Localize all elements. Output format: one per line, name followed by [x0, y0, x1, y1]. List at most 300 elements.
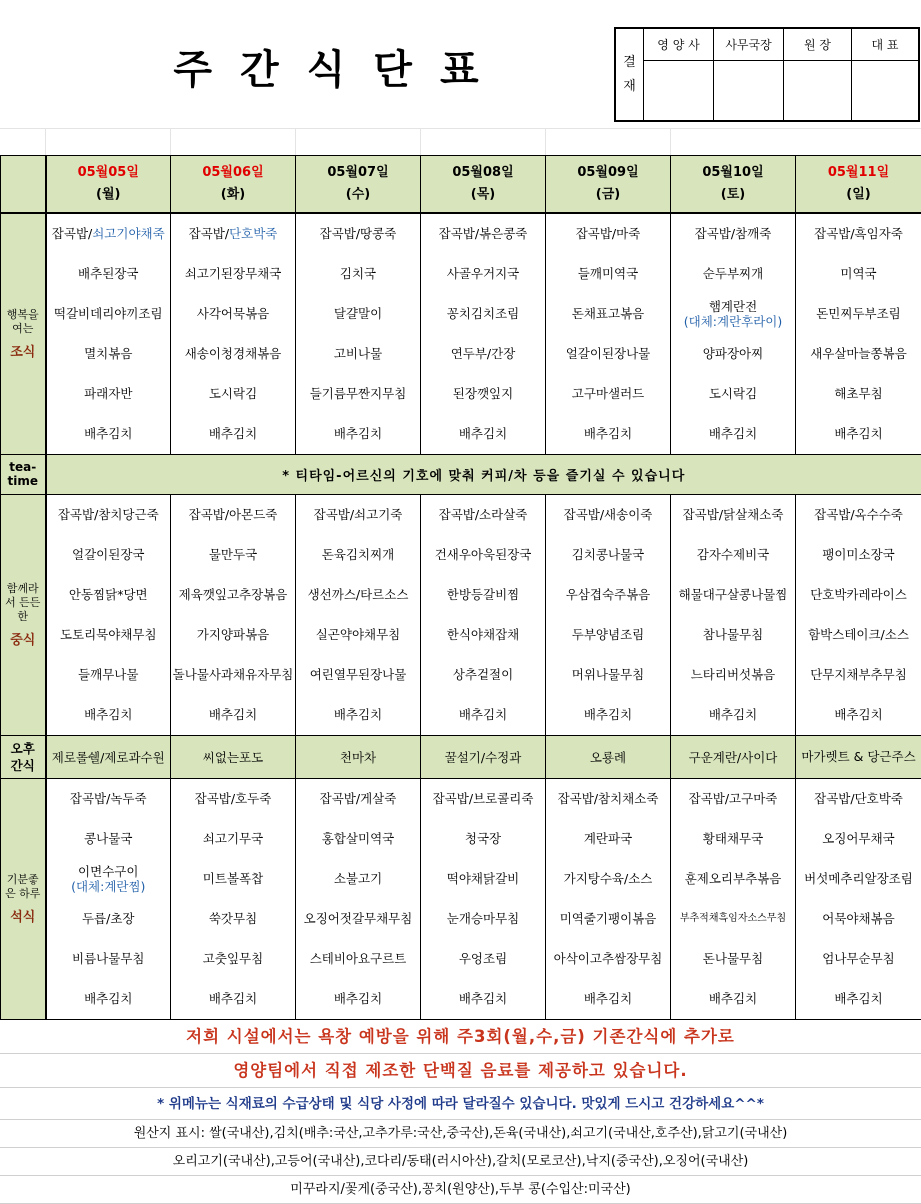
menu-item-text: 계란파국	[584, 831, 632, 846]
menu-item	[173, 979, 293, 1019]
day-header	[171, 156, 296, 213]
menu-item-text: 배추김치	[459, 991, 507, 1006]
menu-item	[798, 859, 919, 899]
menu-item	[673, 254, 793, 294]
day-of-week: (목)	[423, 184, 543, 206]
menu-item: 배추김치	[173, 695, 293, 735]
menu-item	[798, 254, 919, 294]
menu-item	[673, 819, 793, 859]
menu-item-text: 배추김치	[584, 426, 632, 441]
menu-item	[798, 214, 919, 254]
menu-item-text: 해초무침	[834, 386, 882, 401]
menu-item	[49, 374, 169, 414]
menu-item	[173, 254, 293, 294]
menu-item-substitute: (대체:계란찜)	[71, 879, 145, 894]
dinner-menu-list	[798, 779, 919, 1019]
menu-item	[673, 414, 793, 454]
menu-item-text: 돈나물무침	[703, 951, 763, 966]
menu-item-text: 잡곡밥/마죽	[576, 226, 641, 241]
menu-item-text: 아삭이고추쌈장무침	[554, 951, 663, 966]
menu-item	[548, 414, 668, 454]
menu-item-text: 홍합살미역국	[322, 831, 394, 846]
menu-item-text: 떡야채닭갈비	[447, 871, 519, 886]
day-of-week: (일)	[798, 184, 919, 206]
menu-item: 잡곡밥/닭살채소죽	[673, 495, 793, 535]
menu-item-text: 미트볼폭찹	[203, 871, 263, 886]
menu-item: 우삼겹숙주볶음	[548, 575, 668, 615]
approval-side-label-1: 결	[623, 51, 636, 75]
menu-item	[673, 899, 793, 939]
menu-item	[423, 819, 543, 859]
menu-item	[548, 254, 668, 294]
menu-item	[49, 819, 169, 859]
menu-item	[548, 374, 668, 414]
teatime-label: tea-time	[1, 454, 46, 494]
menu-item	[548, 334, 668, 374]
menu-item-text: 황태채무국	[703, 831, 763, 846]
snack-item: 제로롤쉘/제로과수원	[46, 735, 171, 778]
menu-item-text: 도시락김	[709, 386, 757, 401]
menu-item: 배추김치	[298, 695, 418, 735]
menu-item-text: 멸치볶음	[84, 346, 132, 361]
breakfast-menu-list	[49, 214, 169, 454]
menu-item	[548, 859, 668, 899]
lunch-menu-list	[49, 495, 169, 735]
breakfast-day-cell	[296, 213, 421, 455]
menu-item	[423, 779, 543, 819]
menu-item: 배추김치	[673, 695, 793, 735]
day-header	[671, 156, 796, 213]
origin-line-3: 미꾸라지/꽃게(중국산),꽁치(원양산),두부 콩(수입산:미국산)	[0, 1176, 921, 1204]
breakfast-menu-list	[798, 214, 919, 454]
snack-item: 씨없는포도	[171, 735, 296, 778]
approval-head-ceo: 대 표	[852, 29, 918, 61]
menu-item: 느타리버섯볶음	[673, 655, 793, 695]
day-date: 05월07일	[298, 162, 418, 184]
menu-item-text: 잡곡밥/참깨죽	[695, 226, 772, 241]
menu-item: 도토리묵야채무침	[49, 615, 169, 655]
menu-item: 해물대구살콩나물찜	[673, 575, 793, 615]
origin-line-2: 오리고기(국내산),고등어(국내산),코다리/동태(러시아산),갈치(모로코산),낙지(중국산),오징어(국내산)	[0, 1148, 921, 1176]
menu-item	[298, 254, 418, 294]
breakfast-day-cell	[796, 213, 921, 455]
menu-item	[298, 334, 418, 374]
menu-item	[548, 779, 668, 819]
menu-item	[798, 334, 919, 374]
menu-item	[423, 859, 543, 899]
menu-item	[423, 374, 543, 414]
menu-item	[173, 939, 293, 979]
lunch-label	[1, 494, 46, 735]
day-date: 05월05일	[49, 162, 169, 184]
lunch-day-cell	[796, 494, 921, 735]
menu-item-text: 잡곡밥/브로콜리죽	[433, 791, 534, 806]
menu-item-text: 쇠고기무국	[203, 831, 263, 846]
menu-item	[173, 374, 293, 414]
menu-item: 팽이미소장국	[798, 535, 919, 575]
menu-item	[798, 374, 919, 414]
menu-item	[423, 899, 543, 939]
menu-item	[798, 414, 919, 454]
day-of-week: (수)	[298, 184, 418, 206]
menu-item-text: 청국장	[465, 831, 501, 846]
menu-item	[673, 294, 793, 334]
breakfast-day-cell	[546, 213, 671, 455]
menu-change-notice: * 위메뉴는 식재료의 수급상태 및 식당 사정에 따라 달라질수 있습니다. 맛있게 드시고 건강하세요^^*	[0, 1088, 921, 1120]
menu-item-text: 고비나물	[334, 346, 382, 361]
breakfast-menu-list	[548, 214, 668, 454]
menu-item: 건새우아욱된장국	[423, 535, 543, 575]
day-date: 05월09일	[548, 162, 668, 184]
menu-item	[423, 939, 543, 979]
menu-item-text: 이면수구이	[78, 864, 138, 879]
menu-item: 잡곡밥/아몬드죽	[173, 495, 293, 535]
menu-item-text: 배추김치	[834, 991, 882, 1006]
breakfast-day-cell	[171, 213, 296, 455]
menu-item-text: 사골우거지국	[447, 266, 519, 281]
menu-item-text: 잡곡밥/녹두죽	[70, 791, 147, 806]
menu-item	[49, 254, 169, 294]
snack-item: 천마차	[296, 735, 421, 778]
menu-item-text: 배추김치	[584, 991, 632, 1006]
lunch-label-meal: 중식	[3, 634, 43, 648]
menu-item	[673, 214, 793, 254]
day-date: 05월08일	[423, 162, 543, 184]
menu-item-text: 쇠고기된장무채국	[185, 266, 282, 281]
menu-item: 물만두국	[173, 535, 293, 575]
breakfast-menu-list	[673, 214, 793, 454]
menu-item-text: 엄나무순무침	[822, 951, 894, 966]
menu-item: 돌나물사과채유자무침	[173, 655, 293, 695]
snack-item: 마가렛트 & 당근주스	[796, 735, 921, 778]
menu-item: 생선까스/타르소스	[298, 575, 418, 615]
menu-item-text: 스테비아요구르트	[310, 951, 407, 966]
menu-item: 한식야채잡채	[423, 615, 543, 655]
menu-item	[298, 214, 418, 254]
menu-item	[798, 899, 919, 939]
menu-item: 배추김치	[49, 695, 169, 735]
menu-item: 김치콩나물국	[548, 535, 668, 575]
menu-item-text: 소불고기	[334, 871, 382, 886]
approval-sign-cell[interactable]	[852, 61, 918, 120]
corner-cell	[1, 156, 46, 213]
menu-item	[548, 899, 668, 939]
lunch-day-cell	[671, 494, 796, 735]
menu-item	[673, 859, 793, 899]
day-header	[296, 156, 421, 213]
day-header	[546, 156, 671, 213]
menu-item-text: 새우살마늘쫑볶음	[810, 346, 907, 361]
menu-item: 얼갈이된장국	[49, 535, 169, 575]
approval-head-office-director: 사무국장	[714, 29, 784, 61]
snack-row	[1, 735, 921, 778]
menu-item: 제육깻잎고추장볶음	[173, 575, 293, 615]
lunch-day-cell	[296, 494, 421, 735]
lunch-day-cell	[546, 494, 671, 735]
menu-item-text: 돈채표고볶음	[572, 306, 644, 321]
menu-item: 머위나물무침	[548, 655, 668, 695]
menu-item	[173, 334, 293, 374]
notes-section	[0, 1020, 921, 1204]
menu-item-text: 꽁치김치조림	[447, 306, 519, 321]
menu-item	[423, 294, 543, 334]
menu-item-text: 잡곡밥/고구마죽	[689, 791, 778, 806]
menu-item	[49, 859, 169, 899]
menu-item-text: 잡곡밥/	[52, 226, 92, 241]
dinner-day-cell	[796, 778, 921, 1019]
menu-item-text: 콩나물국	[84, 831, 132, 846]
approval-box	[614, 27, 920, 122]
menu-item	[49, 414, 169, 454]
menu-item: 들깨무나물	[49, 655, 169, 695]
spacer-grid	[0, 128, 921, 156]
dinner-label-meal: 석식	[3, 911, 43, 925]
menu-item	[49, 214, 169, 254]
menu-item	[173, 779, 293, 819]
menu-item-text: 순두부찌개	[703, 266, 763, 281]
menu-item	[423, 334, 543, 374]
teatime-banner: * 티타임-어르신의 기호에 맞춰 커피/차 등을 즐기실 수 있습니다	[46, 454, 921, 494]
lunch-menu-list	[423, 495, 543, 735]
breakfast-day-cell	[671, 213, 796, 455]
menu-item-text: 얼갈이된장나물	[566, 346, 651, 361]
menu-item	[298, 819, 418, 859]
menu-item	[298, 899, 418, 939]
menu-item	[173, 819, 293, 859]
menu-item	[423, 214, 543, 254]
dinner-menu-list	[548, 779, 668, 1019]
breakfast-menu-list	[423, 214, 543, 454]
menu-item	[798, 294, 919, 334]
protein-notice-line-1: 저희 시설에서는 욕창 예방을 위해 주3회(월,수,금) 기존간식에 추가로	[0, 1020, 921, 1054]
breakfast-menu-list	[298, 214, 418, 454]
menu-item-text: 잡곡밥/볶은콩죽	[439, 226, 528, 241]
day-of-week: (화)	[173, 184, 293, 206]
lunch-menu-list	[548, 495, 668, 735]
snack-item: 구운계란/사이다	[671, 735, 796, 778]
day-of-week: (토)	[673, 184, 793, 206]
menu-item: 감자수제비국	[673, 535, 793, 575]
menu-item	[298, 979, 418, 1019]
menu-item: 배추김치	[548, 695, 668, 735]
menu-item	[298, 374, 418, 414]
menu-item-text: 훈제오리부추볶음	[685, 871, 782, 886]
menu-item: 잡곡밥/새송이죽	[548, 495, 668, 535]
menu-item	[673, 334, 793, 374]
approval-sign-cell[interactable]	[714, 61, 784, 120]
day-header	[421, 156, 546, 213]
menu-item-substitute: (대체:계란후라이)	[684, 314, 783, 329]
menu-item-text: 파래자반	[84, 386, 132, 401]
menu-item-text: 오징어젓갈무채무침	[304, 911, 413, 926]
menu-item: 잡곡밥/소라살죽	[423, 495, 543, 535]
menu-item-text: 어묵야채볶음	[822, 911, 894, 926]
teatime-row	[1, 454, 921, 494]
menu-item	[298, 294, 418, 334]
menu-item: 돈육김치찌개	[298, 535, 418, 575]
breakfast-label-top: 행복을 여는	[7, 308, 39, 335]
approval-side-label	[616, 29, 644, 120]
day-date: 05월11일	[798, 162, 919, 184]
lunch-day-cell	[421, 494, 546, 735]
page-title: 주간식단표	[150, 40, 530, 100]
breakfast-day-cell	[421, 213, 546, 455]
menu-item-text: 잡곡밥/흑임자죽	[814, 226, 903, 241]
menu-item	[173, 859, 293, 899]
dinner-menu-list	[173, 779, 293, 1019]
dinner-day-cell	[296, 778, 421, 1019]
menu-table	[0, 155, 921, 1020]
breakfast-day-cell	[46, 213, 171, 455]
menu-item	[673, 374, 793, 414]
menu-item	[798, 979, 919, 1019]
dinner-menu-list	[298, 779, 418, 1019]
snack-label: 오후 간식	[1, 735, 46, 778]
menu-item	[673, 779, 793, 819]
dinner-label	[1, 778, 46, 1019]
menu-item	[298, 939, 418, 979]
menu-item-text: 배추김치	[709, 991, 757, 1006]
breakfast-menu-list	[173, 214, 293, 454]
menu-item	[423, 254, 543, 294]
breakfast-label-meal: 조식	[3, 346, 43, 360]
menu-item: 실곤약야채무침	[298, 615, 418, 655]
dinner-day-cell	[171, 778, 296, 1019]
date-header-row	[1, 156, 921, 213]
menu-item-text: 배추김치	[709, 426, 757, 441]
menu-item	[49, 979, 169, 1019]
menu-item-text: 배추김치	[209, 426, 257, 441]
menu-item-text: 배추김치	[84, 991, 132, 1006]
menu-item-text: 배추김치	[84, 426, 132, 441]
menu-item	[49, 294, 169, 334]
menu-item-text: 양파장아찌	[703, 346, 763, 361]
menu-item-highlight: 단호박죽	[229, 226, 277, 241]
approval-head-nutritionist: 영 양 사	[644, 29, 714, 61]
menu-item-text: 새송이청경채볶음	[185, 346, 282, 361]
day-date: 05월06일	[173, 162, 293, 184]
menu-item: 함박스테이크/소스	[798, 615, 919, 655]
day-date: 05월10일	[673, 162, 793, 184]
menu-item	[423, 979, 543, 1019]
menu-item-text: 김치국	[340, 266, 376, 281]
menu-item	[798, 819, 919, 859]
menu-item-text: 잡곡밥/땅콩죽	[320, 226, 397, 241]
lunch-menu-list	[298, 495, 418, 735]
menu-item-text: 달걀말이	[334, 306, 382, 321]
menu-item	[423, 414, 543, 454]
menu-item-text: 배추김치	[834, 426, 882, 441]
approval-sign-cell[interactable]	[644, 61, 714, 120]
menu-item-text: 비름나물무침	[72, 951, 144, 966]
menu-item-text: 잡곡밥/호두죽	[195, 791, 272, 806]
menu-item-text: 떡갈비데리야끼조림	[54, 306, 163, 321]
menu-item-text: 들기름무짠지무침	[310, 386, 407, 401]
menu-item	[548, 819, 668, 859]
menu-item-text: 배추김치	[334, 991, 382, 1006]
menu-item: 한방등갈비찜	[423, 575, 543, 615]
menu-item	[548, 979, 668, 1019]
approval-sign-cell[interactable]	[784, 61, 852, 120]
origin-line-1: 원산지 표시: 쌀(국내산),김치(배추:국산,고추가루:국산,중국산),돈육(국내산),쇠고기(국내산,호주산),닭고기(국내산)	[0, 1120, 921, 1148]
menu-item: 참나물무침	[673, 615, 793, 655]
dinner-day-cell	[671, 778, 796, 1019]
menu-item: 잡곡밥/옥수수죽	[798, 495, 919, 535]
menu-item: 배추김치	[423, 695, 543, 735]
lunch-menu-list	[798, 495, 919, 735]
day-header	[796, 156, 921, 213]
menu-item: 단호박카레라이스	[798, 575, 919, 615]
menu-item-text: 부추적채흑임자소스무침	[680, 911, 786, 926]
menu-item-text: 배추김치	[209, 991, 257, 1006]
menu-item-text: 된장깻잎지	[453, 386, 513, 401]
approval-head-director: 원 장	[784, 29, 852, 61]
protein-notice-line-2: 영양팀에서 직접 제조한 단백질 음료를 제공하고 있습니다.	[0, 1054, 921, 1088]
menu-item	[49, 779, 169, 819]
menu-item	[548, 939, 668, 979]
menu-item: 배추김치	[798, 695, 919, 735]
menu-item-text: 햄계란전	[709, 299, 757, 314]
menu-item: 단무지채부추무침	[798, 655, 919, 695]
menu-item	[673, 979, 793, 1019]
menu-item-text: 잡곡밥/참치채소죽	[558, 791, 659, 806]
lunch-menu-list	[173, 495, 293, 735]
menu-item: 잡곡밥/쇠고기죽	[298, 495, 418, 535]
menu-item-text: 사각어묵볶음	[197, 306, 269, 321]
breakfast-row	[1, 213, 921, 455]
menu-item: 안동찜닭*당면	[49, 575, 169, 615]
menu-item	[798, 939, 919, 979]
menu-item-text: 들깨미역국	[578, 266, 638, 281]
menu-item-text: 오징어무채국	[822, 831, 894, 846]
approval-side-label-2: 재	[623, 75, 636, 99]
menu-item	[173, 899, 293, 939]
day-of-week: (금)	[548, 184, 668, 206]
menu-item: 상추겉절이	[423, 655, 543, 695]
day-of-week: (월)	[49, 184, 169, 206]
menu-item-text: 고춧잎무침	[203, 951, 263, 966]
menu-item	[49, 899, 169, 939]
menu-item-text: 우엉조림	[459, 951, 507, 966]
menu-item-text: 배추김치	[334, 426, 382, 441]
menu-item-text: 미역국	[840, 266, 876, 281]
lunch-menu-list	[673, 495, 793, 735]
menu-item	[298, 414, 418, 454]
menu-item: 여린열무된장나물	[298, 655, 418, 695]
menu-item-text: 버섯메추리알장조림	[804, 871, 913, 886]
lunch-label-top: 함께라서 든든한	[5, 582, 40, 623]
lunch-day-cell	[171, 494, 296, 735]
dinner-menu-list	[673, 779, 793, 1019]
menu-item	[298, 859, 418, 899]
menu-item	[548, 294, 668, 334]
dinner-menu-list	[49, 779, 169, 1019]
menu-item	[173, 414, 293, 454]
snack-item: 오룡례	[546, 735, 671, 778]
menu-item	[298, 779, 418, 819]
menu-item-text: 두릅/초장	[82, 911, 135, 926]
menu-item-text: 배추된장국	[78, 266, 138, 281]
menu-item-text: 잡곡밥/게살죽	[320, 791, 397, 806]
menu-item: 잡곡밥/참치당근죽	[49, 495, 169, 535]
menu-item	[798, 779, 919, 819]
menu-item-text: 배추김치	[459, 426, 507, 441]
breakfast-label	[1, 213, 46, 455]
day-header	[46, 156, 171, 213]
menu-item-text: 도시락김	[209, 386, 257, 401]
menu-item: 가지양파볶음	[173, 615, 293, 655]
menu-item-text: 미역줄기팽이볶음	[560, 911, 657, 926]
